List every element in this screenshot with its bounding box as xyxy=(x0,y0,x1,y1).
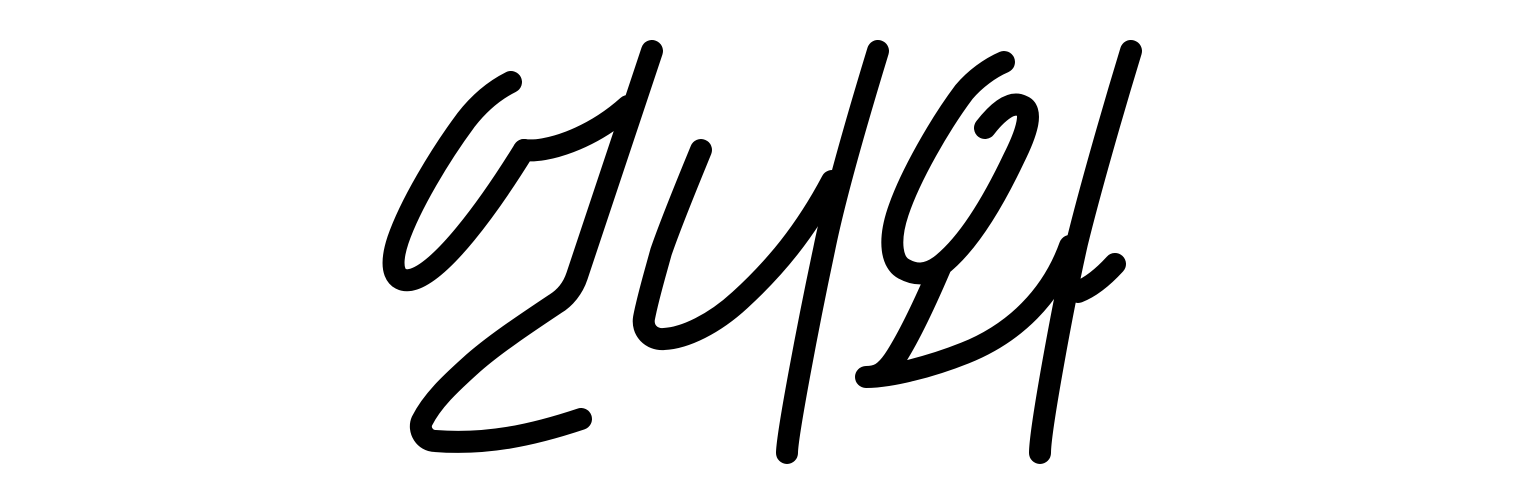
glyph-1-loop xyxy=(394,82,524,280)
glyph-2-stem xyxy=(787,51,878,453)
glyph-3-loop xyxy=(892,62,1028,274)
signature-glyph-1 xyxy=(394,51,652,442)
signature-glyph-4 xyxy=(1040,51,1131,453)
signature-glyph-2 xyxy=(644,51,878,453)
glyph-4-cross xyxy=(1078,264,1115,292)
glyph-4-stem xyxy=(1040,51,1131,453)
signature-strokes xyxy=(394,51,1131,453)
signature-glyph-3 xyxy=(866,62,1070,377)
